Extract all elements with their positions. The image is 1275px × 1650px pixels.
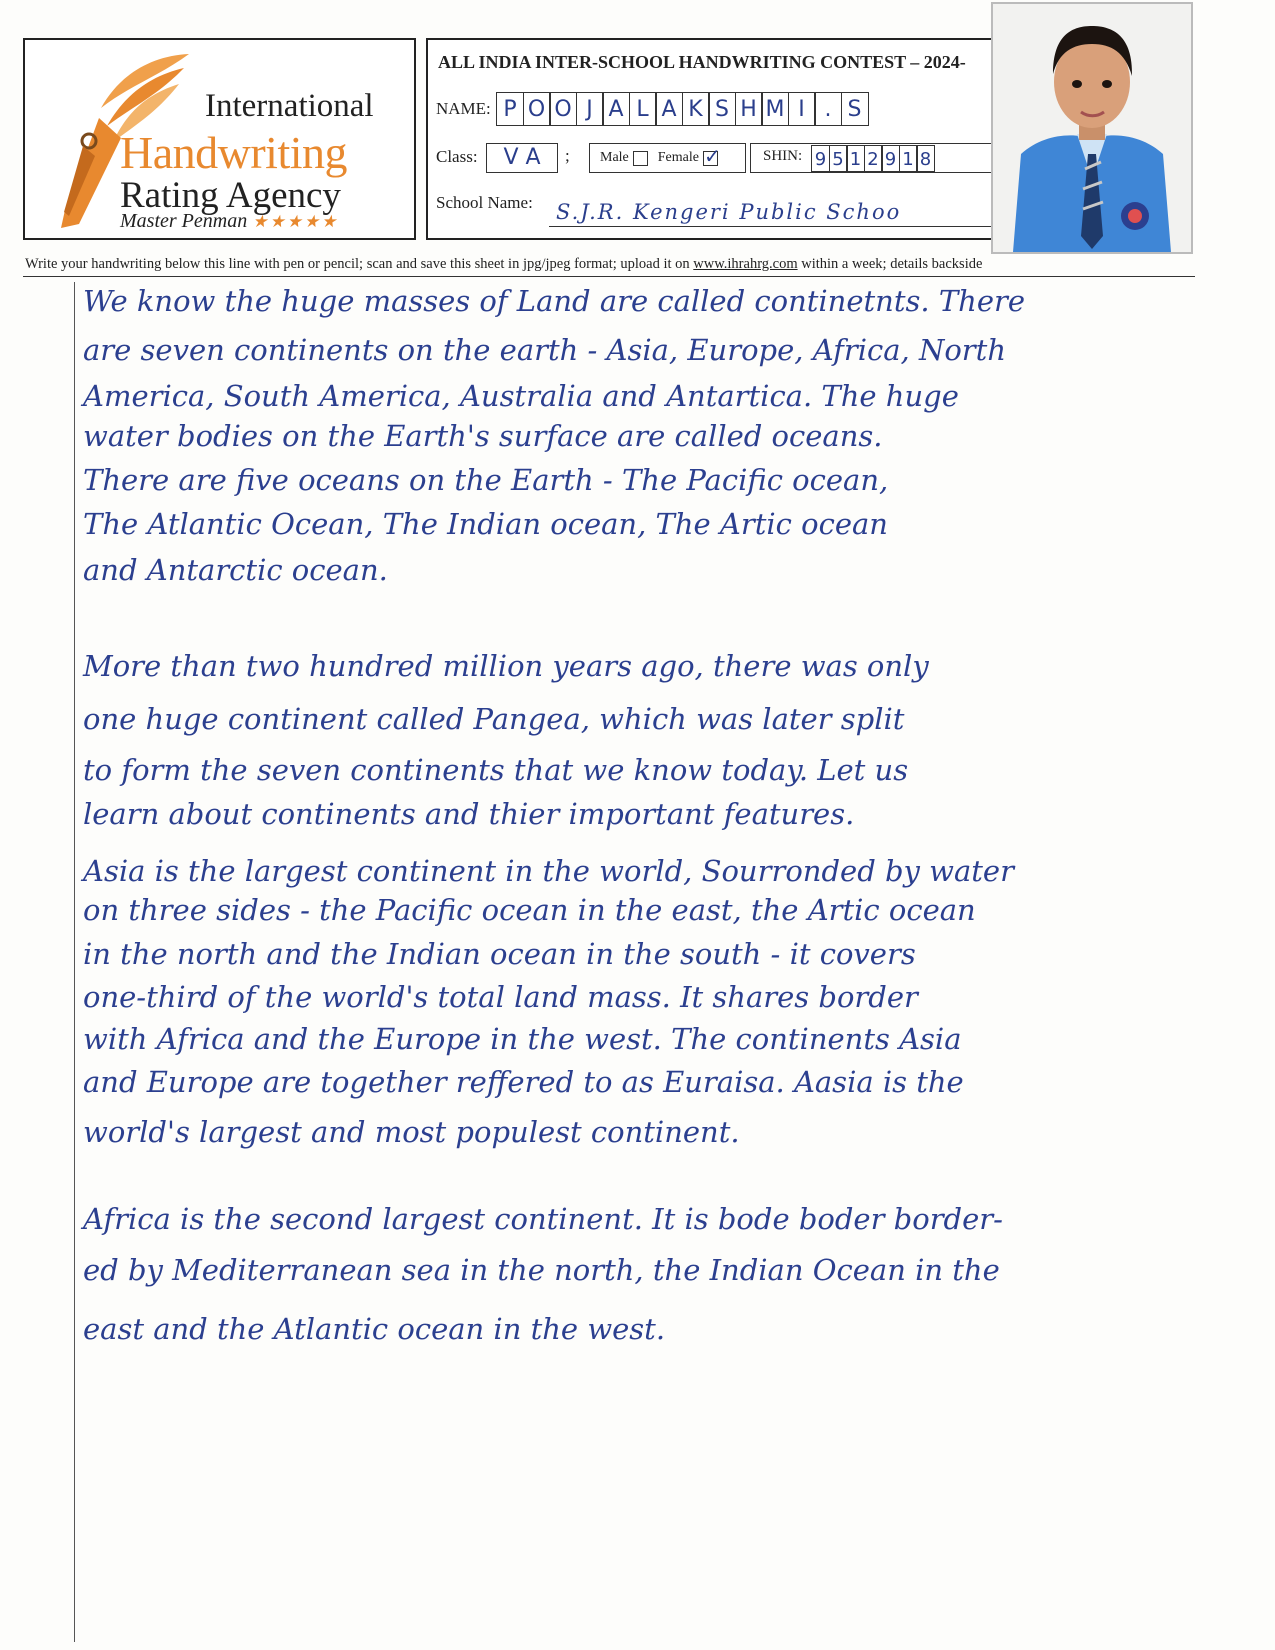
- class-label: Class:: [436, 147, 478, 166]
- handwriting-line-7: and Antarctic ocean.: [83, 553, 388, 587]
- handwriting-line-19: Africa is the second largest continent. It is bode boder border-: [83, 1202, 1003, 1236]
- male-checkbox[interactable]: [633, 151, 648, 166]
- writing-start-line: [23, 276, 1195, 277]
- master-penman-label: Master Penman: [120, 210, 248, 232]
- name-letter-box[interactable]: H: [735, 92, 763, 126]
- name-letter-box[interactable]: A: [655, 92, 683, 126]
- website-link[interactable]: www.ihrahrg.com: [693, 256, 798, 272]
- handwriting-line-12: Asia is the largest continent in the world, Sourronded by water: [83, 854, 1014, 888]
- shin-digit-boxes[interactable]: [811, 145, 934, 172]
- instruction-text-before: Write your handwriting below this line with pen or pencil; scan and save this sheet in jpg/jpeg format; upload it on: [25, 256, 694, 272]
- page-margin-line: [74, 282, 75, 1642]
- student-photo: [991, 2, 1193, 254]
- handwriting-line-10: to form the seven continents that we know today. Let us: [83, 753, 909, 787]
- school-name-label: School Name:: [436, 193, 533, 212]
- contest-title: ALL INDIA INTER-SCHOOL HANDWRITING CONTEST – 2024-: [438, 52, 966, 72]
- female-checkbox[interactable]: [703, 151, 718, 166]
- logo-text-rating-agency: Rating Agency: [120, 175, 341, 216]
- handwriting-line-1: We know the huge masses of Land are called continetnts. There: [83, 284, 1026, 318]
- shin-digit-box[interactable]: 9: [811, 145, 830, 172]
- handwriting-line-3: America, South America, Australia and Antartica. The huge: [83, 379, 959, 413]
- logo-text-master-penman: [120, 210, 338, 233]
- handwriting-line-20: ed by Mediterranean sea in the north, the Indian Ocean in the: [83, 1253, 1000, 1287]
- name-letter-box[interactable]: P: [496, 92, 524, 126]
- name-letter-box[interactable]: O: [523, 92, 551, 126]
- shin-digit-box[interactable]: 9: [881, 145, 900, 172]
- student-portrait-image: [993, 4, 1191, 252]
- name-label: NAME:: [436, 99, 491, 118]
- handwriting-line-6: The Atlantic Ocean, The Indian ocean, The Artic ocean: [83, 507, 888, 541]
- female-label: Female: [657, 150, 699, 165]
- instruction-text-after: within a week; details backside: [797, 256, 983, 272]
- name-letter-box[interactable]: A: [602, 92, 630, 126]
- handwriting-line-2: are seven continents on the earth - Asia, Europe, Africa, North: [83, 333, 1007, 367]
- name-letter-box[interactable]: S: [841, 92, 869, 126]
- handwriting-line-4: water bodies on the Earth's surface are called oceans.: [83, 419, 883, 453]
- class-field[interactable]: V A: [486, 143, 558, 173]
- name-letter-box[interactable]: S: [708, 92, 736, 126]
- male-label: Male: [600, 150, 629, 165]
- shin-digit-box[interactable]: 1: [846, 145, 865, 172]
- handwriting-line-21: east and the Atlantic ocean in the west.: [83, 1312, 666, 1346]
- name-letter-box[interactable]: I: [788, 92, 816, 126]
- handwriting-line-15: one-third of the world's total land mass. It shares border: [83, 980, 918, 1014]
- class-separator: ;: [565, 146, 570, 165]
- shin-digit-box[interactable]: 1: [899, 145, 918, 172]
- handwriting-line-18: world's largest and most populest continent.: [83, 1115, 740, 1149]
- shin-digit-box[interactable]: 8: [916, 145, 935, 172]
- handwriting-line-8: More than two hundred million years ago, there was only: [83, 649, 929, 683]
- handwriting-line-5: There are five oceans on the Earth - The Pacific ocean,: [83, 463, 889, 497]
- entry-form: [426, 38, 1000, 240]
- handwriting-line-14: in the north and the Indian ocean in the south - it covers: [83, 937, 916, 971]
- handwriting-line-13: on three sides - the Pacific ocean in the east, the Artic ocean: [83, 893, 976, 927]
- agency-logo: [23, 38, 416, 240]
- name-letter-box[interactable]: K: [682, 92, 710, 126]
- name-letter-box[interactable]: M: [761, 92, 789, 126]
- handwriting-line-16: with Africa and the Europe in the west. The continents Asia: [83, 1022, 962, 1056]
- gender-field: [589, 143, 746, 173]
- rating-stars: ★★★★★: [252, 212, 339, 231]
- handwriting-line-9: one huge continent called Pangea, which was later split: [83, 702, 905, 736]
- instruction-text: [25, 256, 1185, 273]
- shin-field: [750, 143, 1000, 173]
- handwriting-line-17: and Europe are together reffered to as Euraisa. Aasia is the: [83, 1065, 964, 1099]
- school-name-value[interactable]: S.J.R. Kengeri Public Schoo: [556, 200, 902, 224]
- logo-text-international: International: [205, 88, 374, 124]
- logo-text-handwriting: Handwriting: [120, 127, 348, 178]
- handwriting-line-11: learn about continents and thier important features.: [83, 797, 855, 831]
- name-letter-boxes[interactable]: [496, 92, 867, 126]
- shin-label: SHIN:: [763, 148, 803, 164]
- name-letter-box[interactable]: L: [629, 92, 657, 126]
- name-letter-box[interactable]: J: [576, 92, 604, 126]
- shin-digit-box[interactable]: 2: [864, 145, 883, 172]
- name-letter-box[interactable]: O: [549, 92, 577, 126]
- shin-digit-box[interactable]: 5: [829, 145, 848, 172]
- school-name-underline: [549, 226, 1000, 227]
- name-letter-box[interactable]: .: [814, 92, 842, 126]
